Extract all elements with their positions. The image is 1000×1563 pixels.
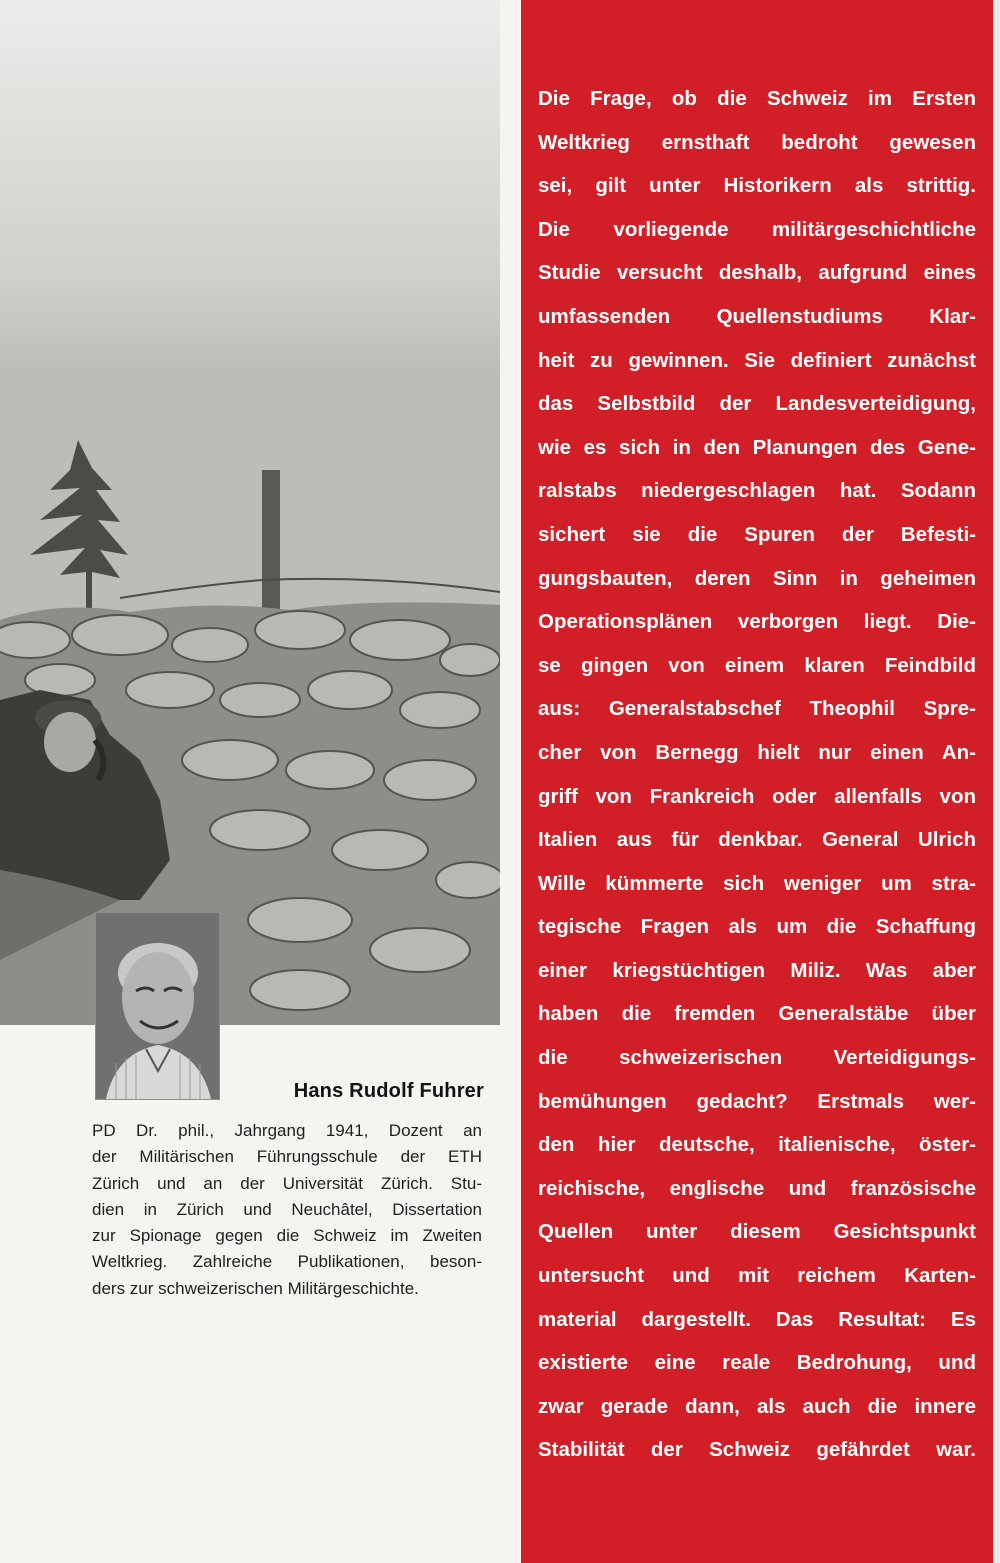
photo-icon: [0, 0, 500, 1025]
author-bio-line: dien in Zürich und Neuchâtel, Dissertation: [92, 1199, 482, 1219]
blurb-line: Quellen unter diesem Gesichtspunkt: [538, 1220, 976, 1244]
blurb-line: aus: Generalstabschef Theophil Spre-: [538, 697, 976, 721]
author-bio-line: Weltkrieg. Zahlreiche Publikationen, beson-: [92, 1252, 482, 1272]
blurb-line: ralstabs niedergeschlagen hat. Sodann: [538, 479, 976, 503]
blurb-line: Studie versucht deshalb, aufgrund eines: [538, 261, 976, 285]
blurb-line: griff von Frankreich oder allenfalls von: [538, 784, 976, 808]
author-portrait: [95, 912, 220, 1100]
blurb-line: cher von Bernegg hielt nur einen An-: [538, 740, 976, 764]
blurb-line: se gingen von einem klaren Feindbild: [538, 653, 976, 677]
blurb-line: untersucht und mit reichem Karten-: [538, 1264, 976, 1288]
blurb-line: Italien aus für denkbar. General Ulrich: [538, 828, 976, 852]
author-bio: [92, 1118, 482, 1302]
blurb-line: sichert sie die Spuren der Befesti-: [538, 522, 976, 546]
blurb-line: heit zu gewinnen. Sie definiert zunächst: [538, 348, 976, 372]
author-bio-line: Zürich und an der Universität Zürich. Stu-: [92, 1173, 482, 1193]
blurb-line: reichische, englische und französische: [538, 1176, 976, 1200]
blurb-line: einer kriegstüchtigen Miliz. Was aber: [538, 958, 976, 982]
blurb-line: material dargestellt. Das Resultat: Es: [538, 1307, 976, 1331]
blurb-line: haben die fremden Generalstäbe über: [538, 1002, 976, 1026]
author-name: Hans Rudolf Fuhrer: [293, 1080, 484, 1102]
blurb-line: die schweizerischen Verteidigungs-: [538, 1046, 976, 1070]
blurb-line: Die vorliegende militärgeschichtliche: [538, 217, 976, 241]
blurb-line: gungsbauten, deren Sinn in geheimen: [538, 566, 976, 590]
blurb-line: den hier deutsche, italienische, öster-: [538, 1133, 976, 1157]
blurb-line: bemühungen gedacht? Erstmals wer-: [538, 1089, 976, 1113]
blurb-line: Stabilität der Schweiz gefährdet war.: [538, 1438, 976, 1462]
blurb-line: zwar gerade dann, als auch die innere: [538, 1394, 976, 1418]
blurb-line: sei, gilt unter Historikern als strittig.: [538, 174, 976, 198]
author-bio-line: der Militärischen Führungsschule der ETH: [92, 1147, 482, 1167]
blurb-line: Wille kümmerte sich weniger um stra-: [538, 871, 976, 895]
blurb-line: Operationsplänen verborgen liegt. Die-: [538, 610, 976, 634]
author-bio-line: PD Dr. phil., Jahrgang 1941, Dozent an: [92, 1121, 482, 1140]
blurb-line: wie es sich in den Planungen des Gene-: [538, 435, 976, 459]
author-bio-line: zur Spionage gegen die Schweiz im Zweiten: [92, 1226, 482, 1246]
portrait-icon: [96, 913, 219, 1099]
blurb-line: tegische Fragen als um die Schaffung: [538, 915, 976, 939]
blurb-line: das Selbstbild der Landesverteidigung,: [538, 392, 976, 416]
blurb-text: [538, 77, 976, 1472]
historical-soldier-photo: [0, 0, 500, 1025]
blurb-line: Weltkrieg ernsthaft bedroht gewesen: [538, 130, 976, 154]
blurb-line: Die Frage, ob die Schweiz im Ersten: [538, 87, 976, 110]
blurb-line: umfassenden Quellenstudiums Klar-: [538, 304, 976, 328]
author-bio-line: ders zur schweizerischen Militärgeschichte.: [92, 1278, 419, 1298]
right-edge: [993, 0, 1000, 1563]
blurb-line: existierte eine reale Bedrohung, und: [538, 1351, 976, 1375]
